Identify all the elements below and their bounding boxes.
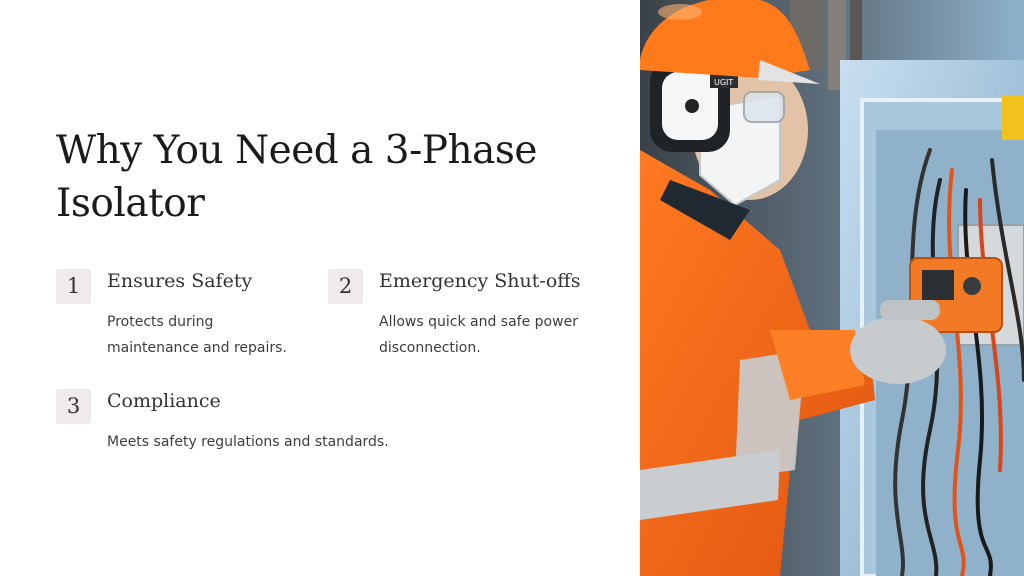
item-description: Protects during maintenance and repairs. [107, 314, 287, 356]
item-heading: Emergency Shut-offs [379, 270, 581, 292]
item-emergency-shutoffs [328, 269, 608, 359]
item-description: Meets safety regulations and standards. [107, 434, 389, 450]
item-compliance [56, 389, 456, 459]
item-description: Allows quick and safe power disconnection. [379, 314, 578, 356]
electrician-illustration [640, 0, 1024, 576]
item-number: 3 [56, 389, 91, 424]
item-number: 2 [328, 269, 363, 304]
item-heading: Compliance [107, 390, 221, 412]
slide-title: Why You Need a 3-Phase Isolator [56, 128, 537, 226]
item-ensures-safety [56, 269, 296, 359]
badge-label: UGIT [714, 78, 734, 87]
electrician-photo [640, 0, 1024, 576]
item-heading: Ensures Safety [107, 270, 253, 292]
item-number: 1 [56, 269, 91, 304]
